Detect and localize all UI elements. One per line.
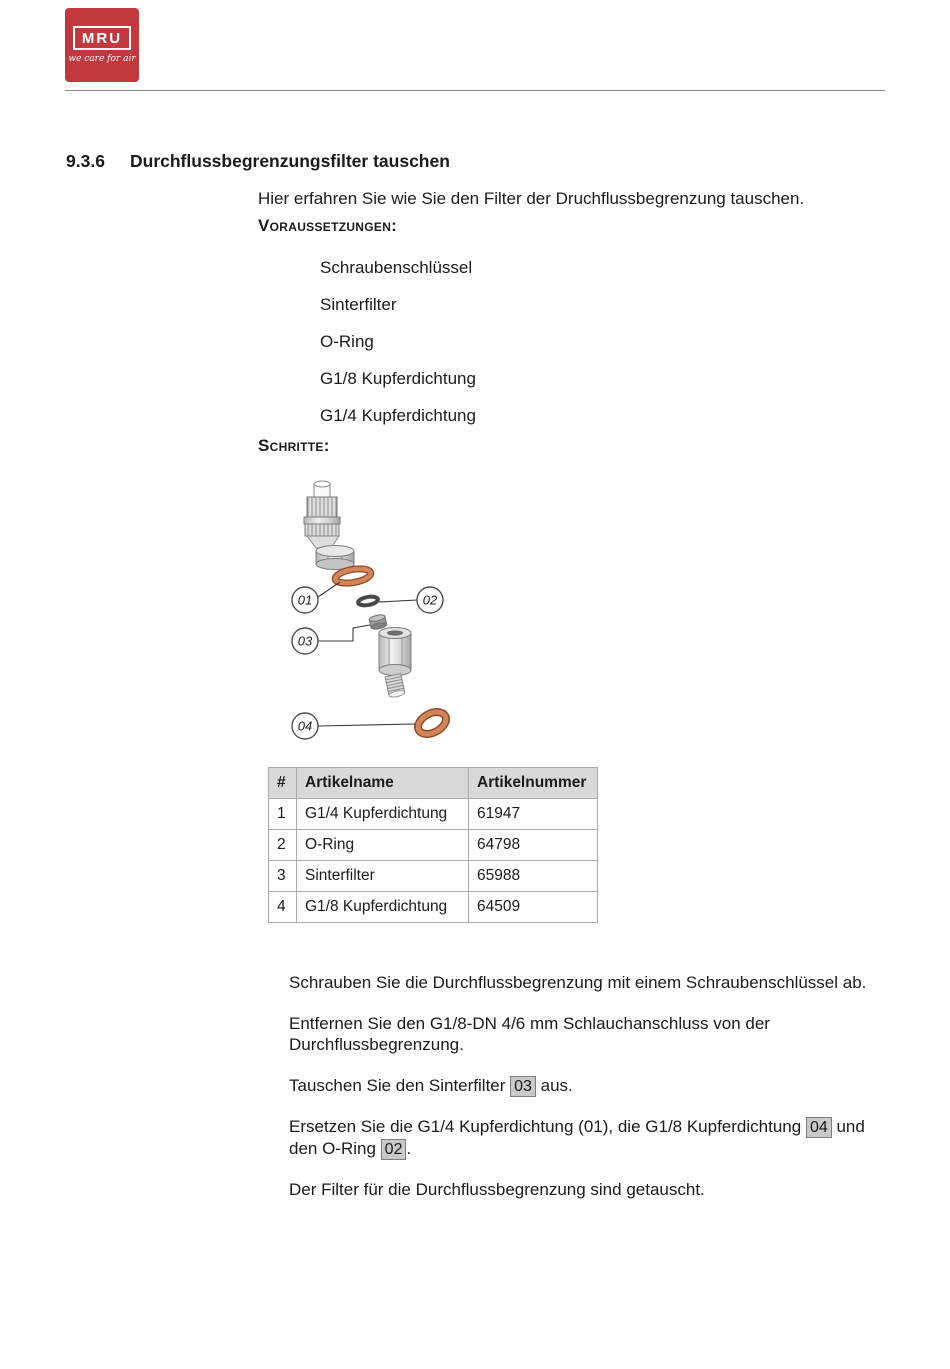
callout-04 [292, 713, 318, 739]
section-heading [66, 151, 450, 172]
callout-badge-03: 03 [510, 1076, 536, 1097]
table-header-row [269, 768, 598, 799]
step-paragraph-3 [289, 1075, 867, 1097]
copper-washer-g18 [414, 708, 449, 739]
step-text: und den O-Ring [289, 1116, 865, 1158]
step-text: Der Filter für die Durchflussbegrenzung sind getauscht. [289, 1179, 705, 1199]
callout-01-label: 01 [297, 592, 313, 608]
callout-badge-04: 04 [806, 1117, 832, 1138]
cell-number: 65988 [469, 861, 598, 892]
list-item: O-Ring [320, 331, 374, 351]
cell-num: 2 [269, 830, 297, 861]
callout-02-label: 02 [422, 592, 438, 608]
prerequisites-list [320, 249, 476, 434]
callout-01 [292, 587, 318, 613]
step-text: Entfernen Sie den G1/8-DN 4/6 mm Schlauchanschluss von der Durchflussbegrenzung. [289, 1013, 770, 1054]
table-row [269, 830, 598, 861]
callout-03-label: 03 [297, 633, 313, 649]
steps-section [289, 972, 867, 1219]
column-header-number: # [269, 768, 297, 799]
steps-heading: Schritte: [258, 436, 330, 455]
table-row [269, 861, 598, 892]
header-divider [65, 90, 885, 91]
step-text: . [406, 1138, 412, 1158]
cell-number: 61947 [469, 799, 598, 830]
callout-04-label: 04 [297, 718, 313, 734]
step-text: aus. [535, 1075, 573, 1095]
list-item: G1/4 Kupferdichtung [320, 405, 476, 425]
column-header-artikelnummer: Artikelnummer [469, 768, 598, 799]
cell-number: 64509 [469, 892, 598, 923]
cell-name: G1/4 Kupferdichtung [297, 799, 469, 830]
prerequisites-heading: Voraussetzungen: [258, 216, 398, 235]
parts-table [268, 767, 598, 923]
hex-nut-part [316, 546, 354, 570]
sinterfilter-part [369, 614, 387, 631]
table-row [269, 799, 598, 830]
step-paragraph-4 [289, 1116, 867, 1160]
cell-num: 4 [269, 892, 297, 923]
table-row [269, 892, 598, 923]
callout-badge-02: 02 [381, 1139, 407, 1160]
cell-num: 1 [269, 799, 297, 830]
cell-name: Sinterfilter [297, 861, 469, 892]
step-paragraph-5 [289, 1179, 867, 1201]
section-title: Durchflussbegrenzungsfilter tauschen [130, 151, 450, 171]
column-header-artikelname: Artikelname [297, 768, 469, 799]
section-number: 9.3.6 [66, 151, 105, 171]
cell-name: O-Ring [297, 830, 469, 861]
logo-brand-text: MRU [73, 26, 131, 50]
intro-text: Hier erfahren Sie wie Sie den Filter der Druchflussbegrenzung tauschen. [258, 189, 805, 208]
hose-connector-part [304, 481, 340, 554]
list-item: Sinterfilter [320, 294, 397, 314]
step-paragraph-1 [289, 972, 867, 994]
fitting-body-part [379, 628, 411, 699]
list-item: G1/8 Kupferdichtung [320, 368, 476, 388]
list-item: Schraubenschlüssel [320, 257, 473, 277]
cell-num: 3 [269, 861, 297, 892]
step-text: Tauschen Sie den Sinterfilter [289, 1075, 511, 1095]
callout-02 [417, 587, 443, 613]
step-paragraph-2 [289, 1013, 867, 1056]
mru-logo [65, 8, 139, 82]
step-text: Schrauben Sie die Durchflussbegrenzung mit einem Schraubenschlüssel ab. [289, 973, 867, 992]
cell-name: G1/8 Kupferdichtung [297, 892, 469, 923]
o-ring-part [357, 595, 378, 606]
step-text: Ersetzen Sie die G1/4 Kupferdichtung (01), die G1/8 Kupferdichtung [289, 1116, 806, 1136]
callout-03 [292, 628, 318, 654]
logo-tagline: we care for air [68, 54, 136, 64]
cell-number: 64798 [469, 830, 598, 861]
exploded-view-diagram [283, 478, 493, 750]
